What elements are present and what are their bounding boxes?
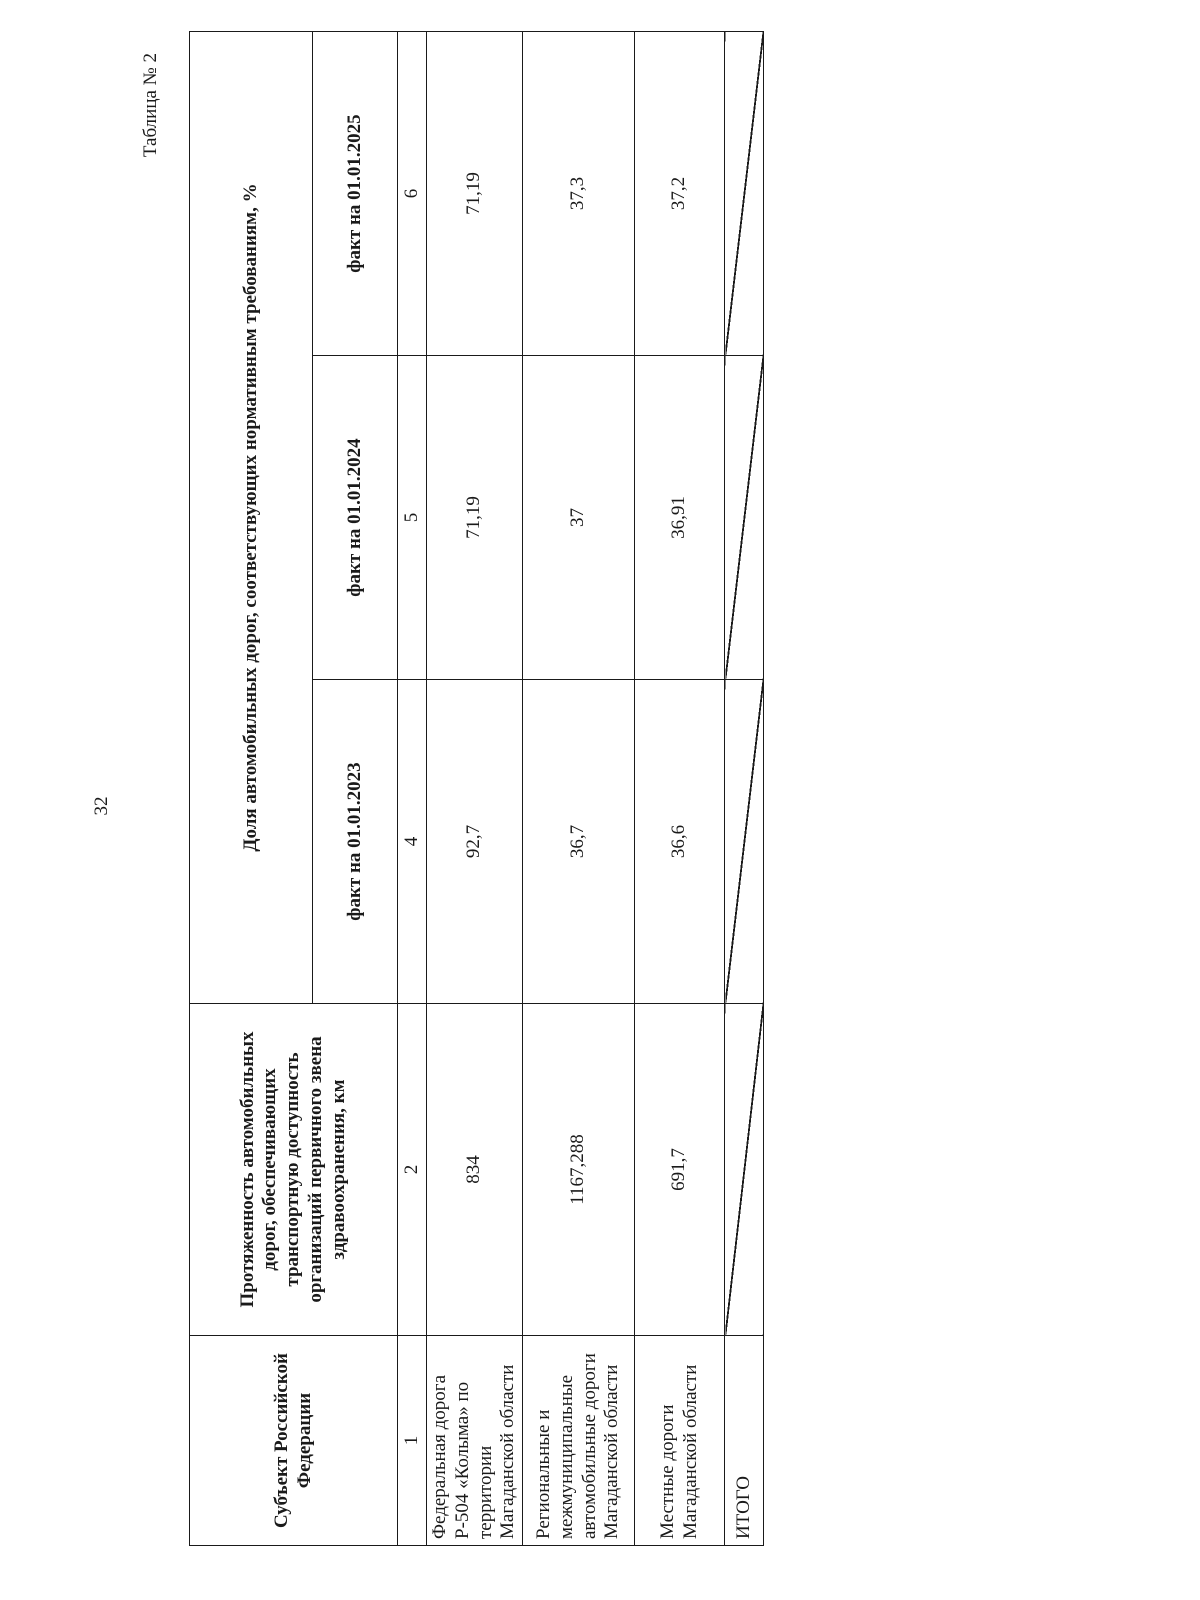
column-number-row — [398, 31, 427, 1545]
road-share-table — [189, 31, 764, 1546]
table-container — [189, 32, 754, 1546]
cell-subject: Федеральная дорога Р-504 «Колыма» по территории Магаданской области — [427, 1336, 523, 1546]
column-number: 2 — [398, 1004, 427, 1336]
cell-total-empty — [725, 356, 764, 680]
cell-total-label: ИТОГО — [725, 1336, 764, 1546]
header-fact-2023: факт на 01.01.2023 — [313, 680, 398, 1004]
cell-fact-2023: 36,7 — [523, 680, 635, 1004]
cell-length: 1167,288 — [523, 1004, 635, 1336]
header-share-group: Доля автомобильных дорог, соответствующих нормативным требованиям, % — [190, 31, 313, 1003]
cell-fact-2023: 92,7 — [427, 680, 523, 1004]
column-number: 1 — [398, 1336, 427, 1546]
cell-fact-2025: 71,19 — [427, 31, 523, 355]
cell-length: 834 — [427, 1004, 523, 1336]
cell-subject: Местные дороги Магаданской области — [635, 1336, 725, 1546]
cell-fact-2024: 37 — [523, 356, 635, 680]
cell-fact-2024: 71,19 — [427, 356, 523, 680]
column-number: 4 — [398, 680, 427, 1004]
header-fact-2025: факт на 01.01.2025 — [313, 31, 398, 355]
cell-fact-2025: 37,2 — [635, 31, 725, 355]
table-row — [523, 31, 635, 1545]
cell-total-empty — [725, 680, 764, 1004]
column-number: 5 — [398, 356, 427, 680]
header-fact-2024: факт на 01.01.2024 — [313, 356, 398, 680]
cell-total-empty — [725, 31, 764, 355]
header-length: Протяженность автомобильных дорог, обеспечивающих транспортную доступность организаций первичного звена здравоохранения, км — [190, 1004, 398, 1336]
column-number: 6 — [398, 31, 427, 355]
header-subject: Субъект Российской Федерации — [190, 1336, 398, 1546]
total-row — [725, 31, 764, 1545]
page-number: 32 — [91, 796, 112, 816]
cell-subject: Региональные и межмуниципальные автомобильные дороги Магаданской области — [523, 1336, 635, 1546]
cell-fact-2024: 36,91 — [635, 356, 725, 680]
table-row — [427, 31, 523, 1545]
cell-total-empty — [725, 1004, 764, 1336]
cell-length: 691,7 — [635, 1004, 725, 1336]
table-row — [635, 31, 725, 1545]
cell-fact-2023: 36,6 — [635, 680, 725, 1004]
table-caption: Таблица № 2 — [140, 52, 161, 158]
cell-fact-2025: 37,3 — [523, 31, 635, 355]
